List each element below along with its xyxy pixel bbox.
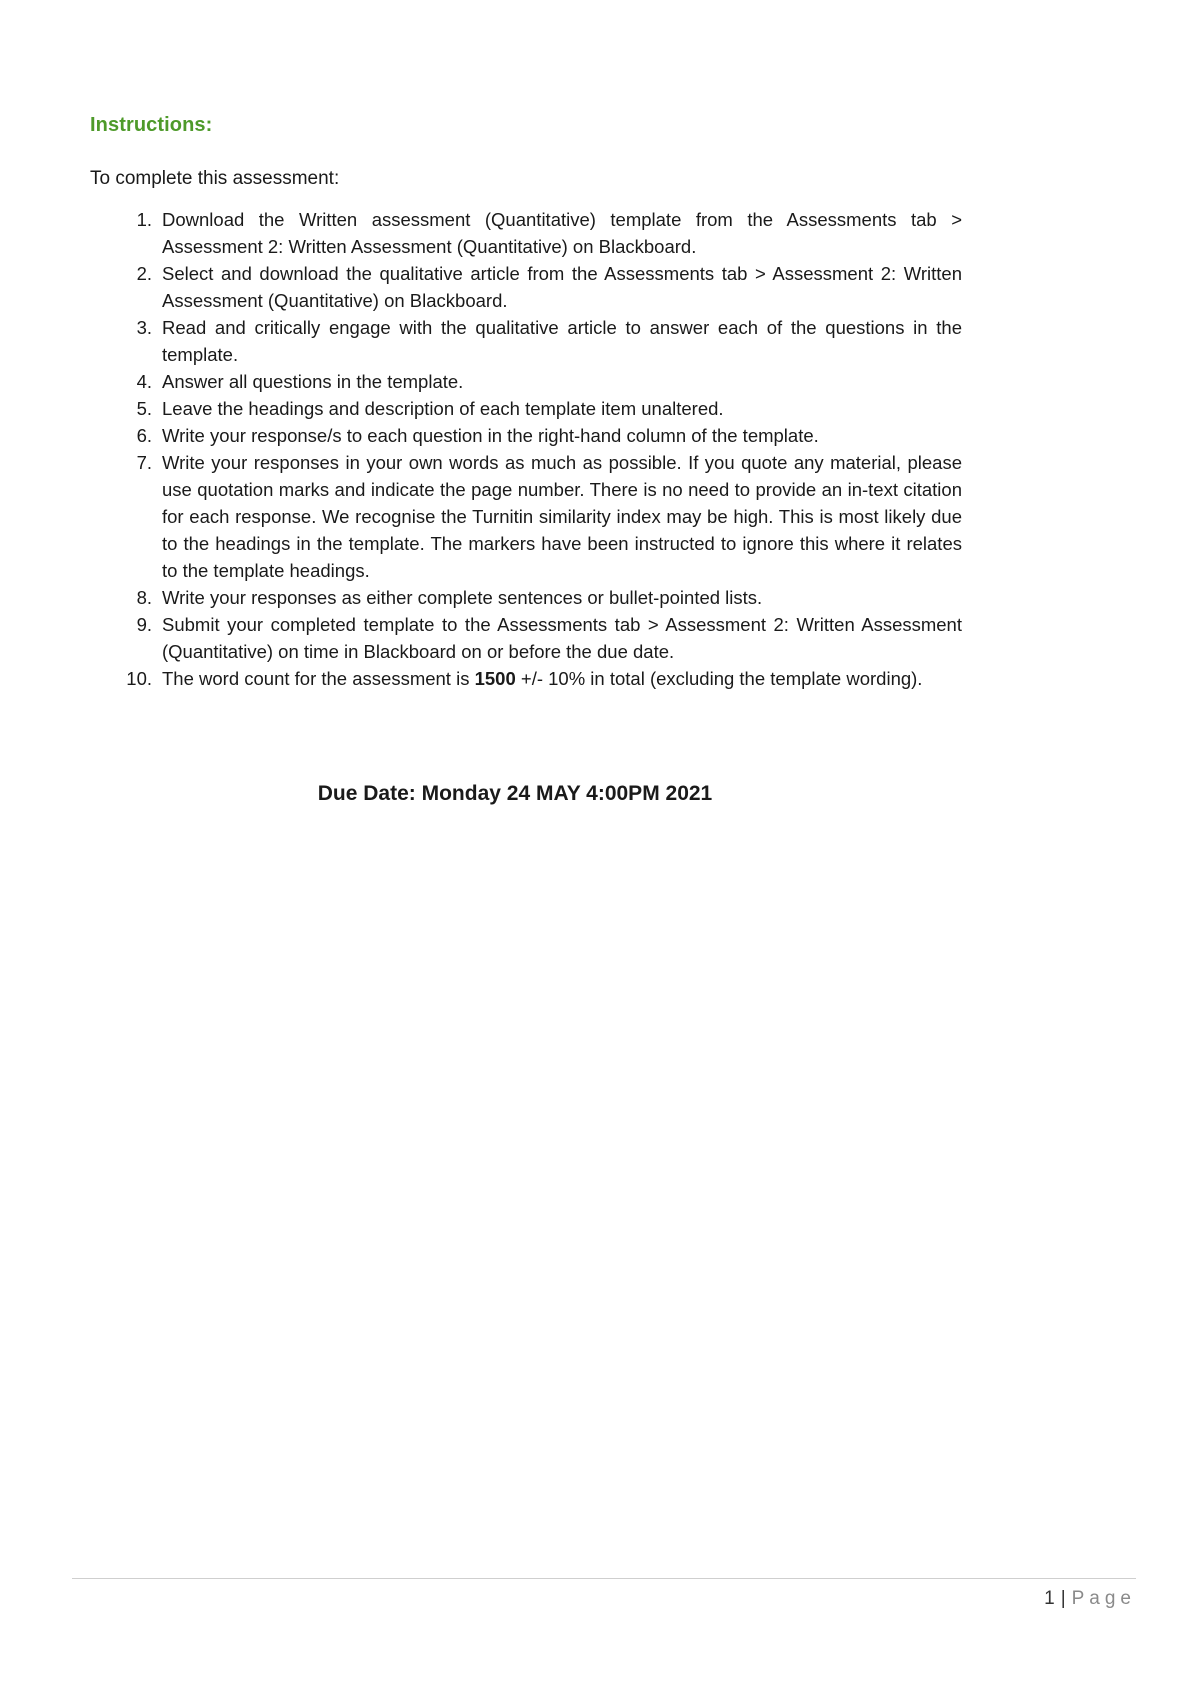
page-label: Page — [1071, 1588, 1136, 1609]
list-item-text — [162, 665, 962, 692]
list-item-text: Submit your completed template to the Assessments tab > Assessment 2: Written Assessment (Quantitative) on time in Blackboard on or before the due date. — [162, 614, 962, 662]
list-item-text: Answer all questions in the template. — [162, 371, 464, 392]
footer-divider — [72, 1578, 1136, 1579]
list-item — [90, 611, 962, 665]
list-item-number: 10. — [126, 668, 152, 689]
list-item-text: Write your responses as either complete sentences or bullet-pointed lists. — [162, 587, 763, 608]
list-item-text: Write your response/s to each question in the right-hand column of the template. — [162, 425, 819, 446]
list-item — [90, 449, 962, 584]
word-count-text-before: The word count for the assessment is — [162, 668, 475, 689]
page-footer — [1044, 1588, 1136, 1610]
list-item — [90, 314, 962, 368]
list-item-number: 3. — [136, 317, 152, 338]
list-item — [90, 584, 962, 611]
footer-separator: | — [1060, 1588, 1066, 1609]
due-date: Due Date: Monday 24 MAY 4:00PM 2021 — [317, 782, 713, 805]
list-item-text: Read and critically engage with the qualitative article to answer each of the questions in the template. — [162, 317, 962, 365]
list-item-text: Download the Written assessment (Quantitative) template from the Assessments tab > Assessment 2: Written Assessment (Quantitative) on Blackboard. — [162, 209, 962, 257]
list-item-text: Select and download the qualitative article from the Assessments tab > Assessment 2: Written Assessment (Quantitative) on Blackboard. — [162, 263, 962, 311]
list-item-number: 9. — [136, 614, 152, 635]
word-count-text-after: +/- 10% in total (excluding the template wording). — [515, 668, 923, 689]
instructions-heading: Instructions: — [90, 114, 213, 136]
intro-text: To complete this assessment: — [90, 168, 340, 189]
list-item — [90, 422, 962, 449]
list-item — [90, 368, 962, 395]
list-item-number: 7. — [136, 452, 152, 473]
page-number: 1 — [1044, 1588, 1055, 1609]
list-item — [90, 206, 962, 260]
list-item-number: 2. — [136, 263, 152, 284]
instructions-list — [90, 206, 962, 692]
list-item-number: 4. — [136, 371, 152, 392]
list-item-number: 1. — [136, 209, 152, 230]
list-item-number: 8. — [136, 587, 152, 608]
word-count-value: 1500 — [474, 668, 516, 689]
list-item-number: 5. — [136, 398, 152, 419]
list-item-number: 6. — [136, 425, 152, 446]
list-item-text: Write your responses in your own words as much as possible. If you quote any material, please use quotation marks and indicate the page number. There is no need to provide an in-text citation for each response. We recognise the Turnitin similarity index may be high. This is most likely due to the headings in the template. The markers have been instructed to ignore this where it relates to the template headings. — [162, 452, 962, 581]
list-item — [90, 665, 962, 692]
list-item-text: Leave the headings and description of each template item unaltered. — [162, 398, 724, 419]
list-item — [90, 395, 962, 422]
list-item — [90, 260, 962, 314]
